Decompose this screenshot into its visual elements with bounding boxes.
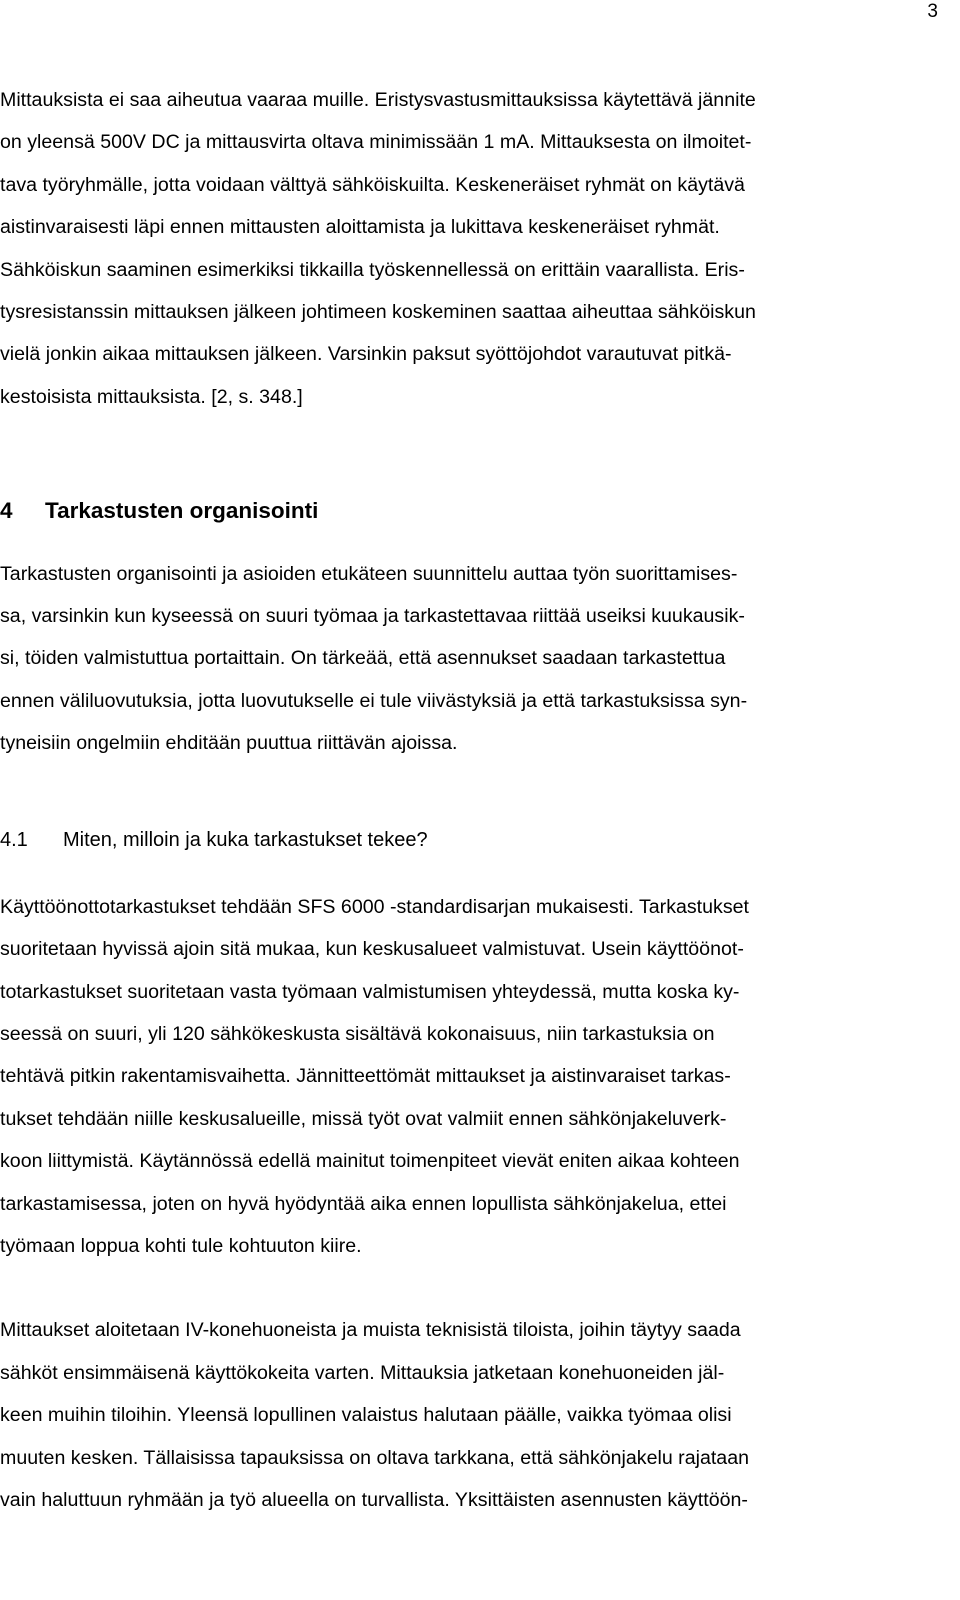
text-line: on yleensä 500V DC ja mittausvirta oltava minimissään 1 mA. Mittauksesta on ilmoitet-	[0, 131, 752, 154]
text-line: sa, varsinkin kun kyseessä on suuri työmaa ja tarkastettavaa riittää useiksi kuukausik-	[0, 604, 745, 627]
text-line: Tarkastusten organisointi ja asioiden etukäteen suunnittelu auttaa työn suorittamises-	[0, 562, 738, 585]
paragraph-3	[0, 886, 960, 1268]
text-line: si, töiden valmistuttua portaittain. On tärkeää, että asennukset saadaan tarkastettua	[0, 647, 726, 670]
text-line: keen muihin tiloihin. Yleensä lopullinen valaistus halutaan päälle, vaikka työmaa olisi	[0, 1404, 732, 1427]
text-line: suoritetaan hyvissä ajoin sitä mukaa, kun keskusalueet valmistuvat. Usein käyttöönot-	[0, 938, 744, 961]
text-line: seessä on suuri, yli 120 sähkökeskusta sisältävä kokonaisuus, niin tarkastuksia on	[0, 1023, 715, 1046]
text-line: työmaan loppua kohti tule kohtuuton kiire.	[0, 1234, 362, 1257]
text-line: koon liittymistä. Käytännössä edellä mainitut toimenpiteet vievät eniten aikaa kohteen	[0, 1150, 740, 1173]
text-line: ennen väliluovutuksia, jotta luovutukselle ei tule viivästyksiä ja että tarkastuksissa syn-	[0, 689, 748, 712]
paragraph-1	[0, 79, 960, 418]
paragraph-4	[0, 1309, 960, 1521]
text-line: tukset tehdään niille keskusalueille, missä työt ovat valmiit ennen sähkönjakeluverk-	[0, 1107, 727, 1130]
text-line: Mittauksista ei saa aiheutua vaaraa muille. Eristysvastusmittauksissa käytettävä jännite	[0, 89, 756, 111]
section-heading	[0, 490, 960, 532]
text-line: tyneisiin ongelmiin ehditään puuttua riittävän ajoissa.	[0, 732, 458, 755]
subsection-title: Miten, milloin ja kuka tarkastukset tekee?	[63, 829, 428, 852]
text-line: muuten kesken. Tällaisissa tapauksissa on oltava tarkkana, että sähkönjakelu rajataan	[0, 1446, 749, 1469]
text-line: vain haluttuun ryhmään ja työ alueella on turvallista. Yksittäisten asennusten käyttöön-	[0, 1488, 748, 1511]
page-number: 3	[927, 1, 938, 22]
text-line: aistinvaraisesti läpi ennen mittausten aloittamista ja lukittava keskeneräiset ryhmät.	[0, 216, 720, 239]
text-line: sähköt ensimmäisenä käyttökokeita varten. Mittauksia jatketaan konehuoneiden jäl-	[0, 1361, 725, 1384]
text-line: tava työryhmälle, jotta voidaan välttyä sähköiskuilta. Keskeneräiset ryhmät on käytävä	[0, 173, 745, 196]
text-line: tarkastamisessa, joten on hyvä hyödyntää aika ennen lopullista sähkönjakelua, ettei	[0, 1192, 727, 1215]
text-line: kestoisista mittauksista. [2, s. 348.]	[0, 385, 303, 408]
text-line: vielä jonkin aikaa mittauksen jälkeen. Varsinkin paksut syöttöjohdot varautuvat pitkä-	[0, 343, 732, 366]
subsection-number: 4.1	[0, 829, 28, 852]
document-body	[0, 79, 960, 1521]
paragraph-2	[0, 553, 960, 765]
text-line: tehtävä pitkin rakentamisvaihetta. Jännitteettömät mittaukset ja aistinvaraiset tarkas-	[0, 1065, 731, 1088]
text-line: Mittaukset aloitetaan IV-konehuoneista ja muista teknisistä tiloista, joihin täytyy saada	[0, 1319, 741, 1342]
subsection-heading	[0, 819, 960, 861]
text-line: Sähköiskun saaminen esimerkiksi tikkailla työskennellessä on erittäin vaarallista. Eris-	[0, 258, 745, 281]
section-title: Tarkastusten organisointi	[45, 498, 319, 524]
text-line: Käyttöönottotarkastukset tehdään SFS 6000 -standardisarjan mukaisesti. Tarkastukset	[0, 895, 749, 918]
text-line: tysresistanssin mittauksen jälkeen johtimeen koskeminen saattaa aiheuttaa sähköiskun	[0, 300, 756, 323]
section-number: 4	[0, 498, 13, 524]
text-line: totarkastukset suoritetaan vasta työmaan valmistumisen yhteydessä, mutta koska ky-	[0, 980, 740, 1003]
